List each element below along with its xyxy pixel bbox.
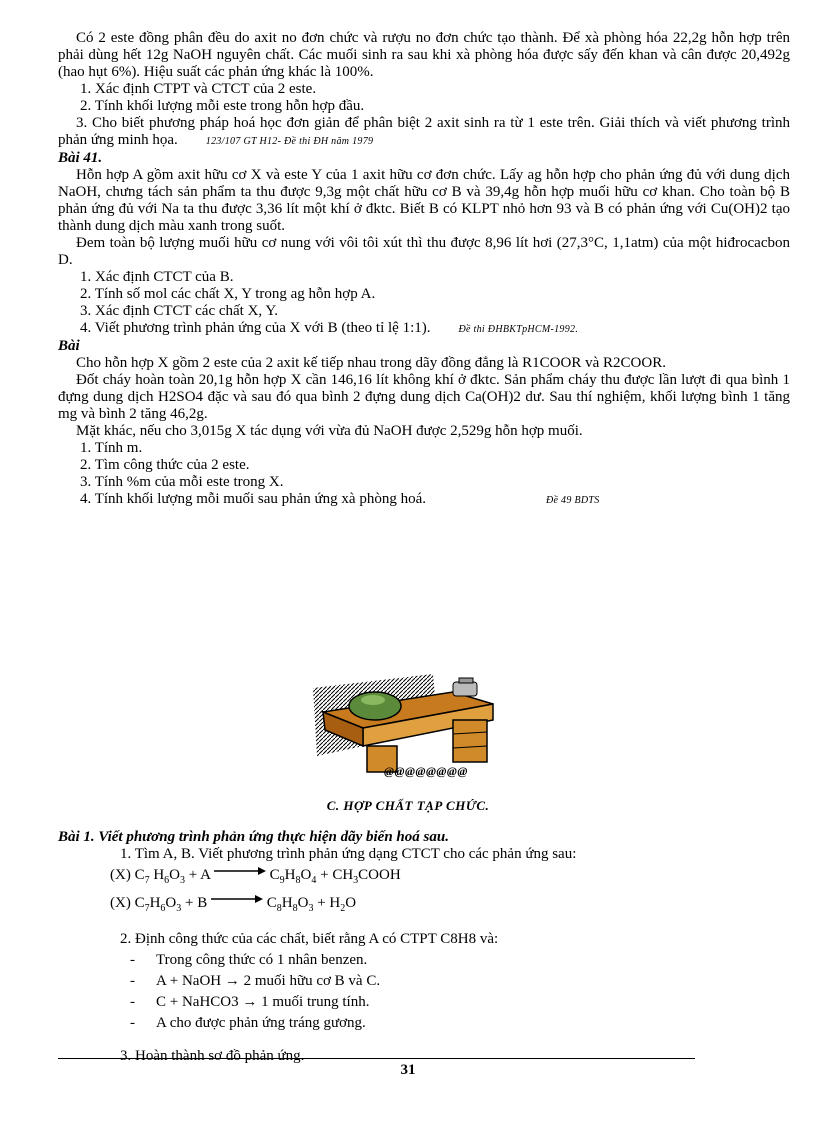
list-item: 1. Xác định CTPT và CTCT của 2 este.	[80, 81, 317, 97]
arrow-right-icon	[211, 894, 263, 904]
problem-set-part2	[58, 829, 790, 1065]
problem-title: Bài 1. Viết phương trình phản ứng thực hiện dãy biến hoá sau.	[58, 829, 449, 845]
list-item: 4. Tính khối lượng mỗi muối sau phản ứng xà phòng hoá. Đề 49 BDTS	[80, 491, 600, 507]
list-item: 1. Tìm A, B. Viết phương trình phản ứng dạng CTCT cho các phản ứng sau:	[120, 846, 577, 862]
problem-title: Bài	[58, 338, 80, 354]
problem-intro-paragraph: Có 2 este đồng phân đều do axit no đơn chức và rượu no đơn chức tạo thành. Để xà phòng hóa 22,2g hỗn hợp trên phải dùng hết 12g NaOH nguyên chất. Các muối sinh ra sau khi xà phòng hóa được sấy đến khan và cân được 20,492g (hao hụt 6%). Hiệu suất các phản ứng khác là 100%.	[58, 30, 790, 80]
list-item: 3. Tính %m của mỗi este trong X.	[80, 474, 284, 490]
source-citation: 123/107 GT H12- Đề thi ĐH năm 1979	[205, 136, 374, 147]
list-item: 2. Tính khối lượng mỗi este trong hỗn hợp đầu.	[80, 98, 365, 114]
problem-set-part1	[58, 30, 790, 509]
problem-paragraph: Mặt khác, nếu cho 3,015g X tác dụng với vừa đủ NaOH được 2,529g hỗn hợp muối.	[76, 423, 583, 439]
page-number: 31	[400, 1062, 416, 1078]
section-heading: C. HỢP CHẤT TẠP CHỨC.	[326, 798, 490, 813]
list-item: 2. Tính số mol các chất X, Y trong ag hỗn hợp A.	[80, 286, 376, 302]
list-item: 3. Xác định CTCT các chất X, Y.	[80, 303, 279, 319]
problem-paragraph: Đốt cháy hoàn toàn 20,1g hỗn hợp X cần 146,16 lít không khí ở đktc. Sản phẩm cháy thu được lần lượt đi qua bình 1 đựng dung dịch H2SO4 đặc và sau đó qua bình 2 đựng dung dịch Ca(OH)2 dư. Sau thí nghiệm, khối lượng bình 1 tăng mg và bình 2 tăng 46,2g.	[58, 372, 790, 422]
list-item: - Trong công thức có 1 nhân benzen.	[130, 952, 368, 968]
list-item: 3. Cho biết phương pháp hoá học đơn giản để phân biệt 2 axit sinh ra từ 1 este trên. Giải thích và viết phương trình phản ứng minh họa. 123/107 GT H12- Đề thi ĐH năm 1979	[58, 115, 790, 148]
list-item: 4. Viết phương trình phản ứng của X với B (theo tỉ lệ 1:1). Đề thi ĐHBKTpHCM-1992.	[80, 320, 579, 336]
arrow-right-icon	[214, 866, 266, 876]
list-item: 1. Xác định CTCT của B.	[80, 269, 234, 285]
problem-paragraph: Đem toàn bộ lượng muối hữu cơ nung với vôi tôi xút thì thu được 8,96 lít hơi (27,3°C, 1,1atm) của một hiđrocacbon D.	[58, 235, 790, 268]
equation-right: $C_9H_8O_4$ + $CH_3COOH$	[269, 867, 401, 886]
list-item: - C + NaHCO3 → 1 muối trung tính.	[130, 994, 370, 1010]
equation-left: (X) $C_7H_6O_3 + B$	[110, 895, 208, 914]
list-item: - A cho được phản ứng tráng gương.	[130, 1015, 366, 1031]
problem-paragraph: Hỗn hợp A gồm axit hữu cơ X và este Y của 1 axit hữu cơ đơn chức. Lấy ag hỗn hợp cho phản ứng đủ với dung dịch NaOH, chưng tách sản phẩm ta thu được 9,3g một chất hữu cơ B và 39,4g hỗn hợp muối hữu cơ khan. Cho toàn bộ B phản ứng đủ với Na ta thu được 3,36 lít một khí ở đktc. Biết B có KLPT nhỏ hơn 93 và B có phản ứng với Cu(OH)2 tạo thành dung dịch màu xanh trong suốt.	[58, 167, 790, 234]
equation	[58, 895, 790, 917]
problem-paragraph: Cho hỗn hợp X gồm 2 este của 2 axit kế tiếp nhau trong dãy đồng đẳng là R1COOR và R2COOR.	[76, 355, 666, 371]
equation-left: (X) $C_7$ $H_6O_3 + A$	[110, 867, 211, 886]
list-item: - A + NaOH → 2 muối hữu cơ B và C.	[130, 973, 381, 989]
list-item: 2. Định công thức của các chất, biết rằng A có CTPT C8H8 và:	[120, 931, 499, 947]
equation	[58, 867, 790, 889]
source-citation: Đề thi ĐHBKTpHCM-1992.	[458, 324, 579, 335]
decorative-separator: @@@@@@@@	[384, 764, 468, 778]
footer-divider	[58, 1058, 695, 1059]
equation-right: $C_8H_8O_3 + H_2O$	[266, 895, 357, 914]
problem-title: Bài 41.	[58, 150, 103, 166]
list-item: 3. Hoàn thành sơ đồ phản ứng.	[120, 1048, 305, 1064]
list-item: 1. Tính m.	[80, 440, 143, 456]
list-item: 2. Tìm công thức của 2 este.	[80, 457, 250, 473]
source-citation: Đề 49 BDTS	[545, 495, 600, 506]
